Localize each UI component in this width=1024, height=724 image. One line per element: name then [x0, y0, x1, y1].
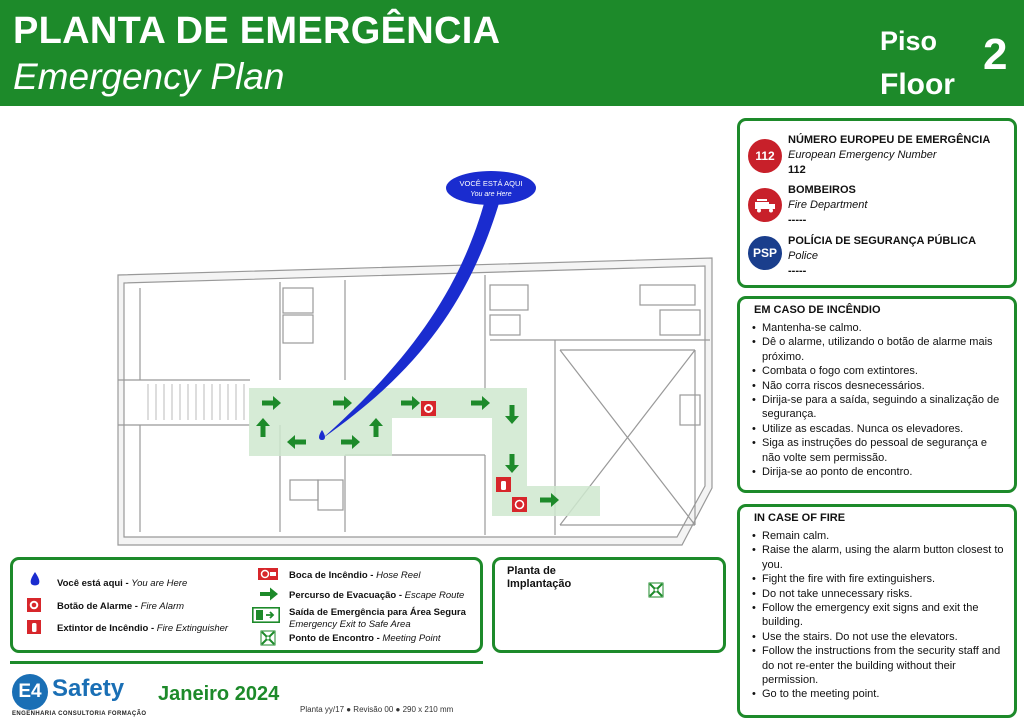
document-reference: Planta yy/17 ● Revisão 00 ● 290 x 210 mm: [300, 705, 454, 714]
floor-label-pt: Piso: [880, 26, 938, 56]
site-plan-panel: [492, 557, 726, 653]
list-item: • Combata o fogo com extintores.: [752, 364, 1007, 378]
floor-number: 2: [983, 30, 1008, 79]
contact-value: -----: [788, 265, 807, 277]
list-item: • Dirija-se ao ponto de encontro.: [752, 465, 1007, 479]
title-en: Emergency Plan: [13, 56, 285, 97]
site-plan-title: Planta de Implantação: [507, 565, 572, 590]
list-item: • Utilize as escadas. Nunca os elevadores.: [752, 422, 1007, 436]
legend-fire-alarm: Botão de Alarme - Fire Alarm: [57, 601, 185, 612]
fire-instructions-en: [737, 504, 1017, 718]
list-item: • Remain calm.: [752, 529, 1007, 543]
legend-emergency-exit: Saída de Emergência para Área Segura Emergency Exit to Safe Area: [289, 607, 466, 630]
contact-subtitle: Fire Department: [788, 199, 868, 211]
police-psp-icon: PSP: [748, 236, 782, 270]
meeting-point-icon: [648, 582, 664, 598]
meeting-point-icon: [260, 630, 276, 646]
list-item: • Do not take unnecessary risks.: [752, 587, 1007, 601]
floor-plan: [0, 106, 730, 556]
legend-meeting-point: Ponto de Encontro - Meeting Point: [289, 633, 441, 644]
floor-label-en: Floor: [880, 68, 955, 101]
list-item: • Raise the alarm, using the alarm button closest to you.: [752, 543, 1007, 572]
legend-you-are-here: Você está aqui - You are Here: [57, 578, 188, 589]
list-item: • Não corra riscos desnecessários.: [752, 379, 1007, 393]
you-are-here-label-pt: VOCÊ ESTÁ AQUI: [459, 179, 523, 188]
fire-alarm-icon: [27, 598, 41, 612]
contact-title: POLÍCIA DE SEGURANÇA PÚBLICA: [788, 235, 977, 247]
escape-route-arrow-icon: [259, 586, 279, 602]
company-logo-text: Safety: [52, 675, 125, 702]
section-title: EM CASO DE INCÊNDIO: [754, 304, 881, 316]
fire-extinguisher-icon: [27, 620, 41, 634]
footer-divider: [10, 661, 483, 664]
list-item: • Fight the fire with fire extinguishers.: [752, 572, 1007, 586]
emergency-contacts-panel: [737, 118, 1017, 288]
legend-escape-route: Percurso de Evacuação - Escape Route: [289, 590, 465, 601]
fire-extinguisher-icon: [496, 477, 511, 492]
list-item: • Use the stairs. Do not use the elevators.: [752, 630, 1007, 644]
contact-value: 112: [788, 164, 806, 176]
contact-subtitle: European Emergency Number: [788, 149, 937, 161]
hose-reel-icon: [258, 568, 278, 580]
emergency-112-icon: 112: [748, 139, 782, 173]
fire-instructions-pt: [737, 296, 1017, 493]
list-item: • Siga as instruções do pessoal de segurança e não volte sem permissão.: [752, 436, 1007, 465]
you-are-here-bubble: [446, 171, 536, 205]
hose-reel-icon: [512, 497, 527, 512]
you-are-here-marker-icon: [29, 571, 41, 587]
legend-hose-reel: Boca de Incêndio - Hose Reel: [289, 570, 421, 581]
fire-truck-icon: [748, 188, 782, 222]
you-are-here-label-en: You are Here: [470, 191, 512, 198]
list-item: • Follow the emergency exit signs and exit the building.: [752, 601, 1007, 630]
list-item: • Go to the meeting point.: [752, 687, 1007, 701]
list-item: • Mantenha-se calmo.: [752, 321, 1007, 335]
company-logo-mark: E4: [12, 674, 48, 710]
contact-title: NÚMERO EUROPEU DE EMERGÊNCIA: [788, 134, 991, 146]
legend-panel: [10, 557, 483, 653]
section-title: IN CASE OF FIRE: [754, 512, 846, 524]
legend-fire-extinguisher: Extintor de Incêndio - Fire Extinguisher: [57, 623, 229, 634]
plan-date: Janeiro 2024: [158, 683, 280, 705]
company-tagline: ENGENHARIA CONSULTORIA FORMAÇÃO: [12, 711, 147, 717]
list-item: • Dirija-se para a saída, seguindo a sinalização de segurança.: [752, 393, 1007, 422]
fire-alarm-icon: [421, 401, 436, 416]
list-item: • Dê o alarme, utilizando o botão de alarme mais próximo.: [752, 335, 1007, 364]
contact-value: -----: [788, 214, 807, 226]
contact-subtitle: Police: [788, 250, 818, 262]
contact-title: BOMBEIROS: [788, 184, 856, 196]
emergency-exit-icon: [252, 607, 280, 623]
list-item: • Follow the instructions from the security staff and do not re-enter the building without their permission.: [752, 644, 1007, 687]
title-pt: PLANTA DE EMERGÊNCIA: [13, 10, 501, 52]
